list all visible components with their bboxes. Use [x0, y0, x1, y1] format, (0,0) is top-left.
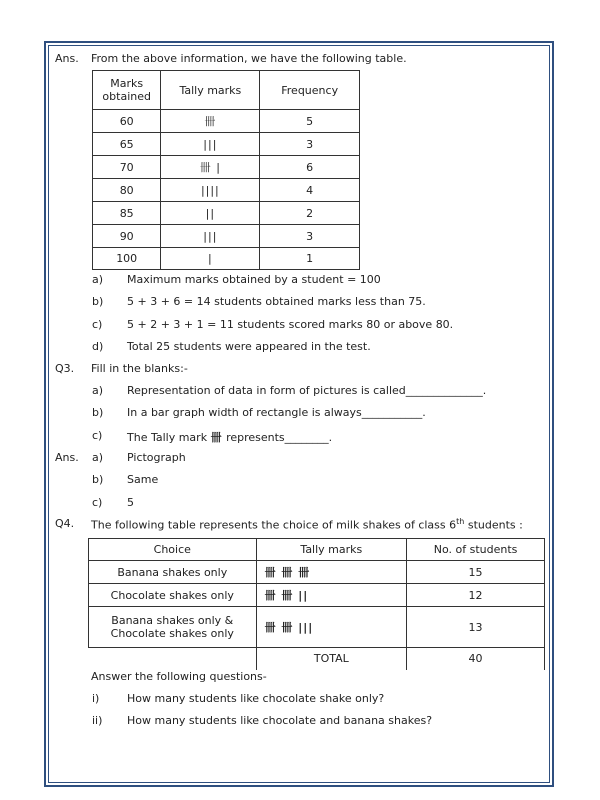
q4-title-sup: th — [456, 517, 465, 526]
count-cell: 15 — [407, 561, 545, 584]
questions-title: Answer the following questions- — [91, 670, 267, 683]
q4-title-post: students : — [464, 518, 523, 532]
table-row — [93, 156, 360, 179]
table-row — [93, 110, 360, 133]
frequency-cell: 6 — [260, 156, 360, 179]
table-row — [89, 561, 545, 584]
marks-cell: 70 — [93, 156, 161, 179]
ans3-label: Ans. — [55, 451, 79, 464]
ans3-item-text: Same — [127, 473, 159, 486]
answer-text: Maximum marks obtained by a student = 100 — [127, 273, 381, 286]
q3-item-text: In a bar graph width of rectangle is always___________. — [127, 406, 426, 419]
question-text: How many students like chocolate shake only? — [127, 692, 385, 705]
answer-text: 5 + 2 + 3 + 1 = 11 students scored marks 80 or above 80. — [127, 318, 454, 331]
choice-cell — [89, 607, 257, 648]
total-empty-cell — [89, 648, 257, 670]
header-marks-line1: Marks — [110, 77, 144, 90]
q3-item-label: a) — [92, 384, 104, 397]
total-row — [89, 648, 545, 670]
table-row — [93, 133, 360, 156]
question-label: ii) — [92, 714, 103, 727]
tally-cell: 卌 卌 卌 — [256, 561, 407, 584]
tally-cell: |||| — [161, 179, 260, 202]
count-cell: 12 — [407, 584, 545, 607]
marks-cell: 90 — [93, 225, 161, 248]
q3-item-label: c) — [92, 429, 103, 442]
frequency-cell: 5 — [260, 110, 360, 133]
header-tally: Tally marks — [161, 71, 260, 110]
frequency-cell: 2 — [260, 202, 360, 225]
tally-cell: || — [161, 202, 260, 225]
milkshake-table — [88, 538, 545, 670]
answer-text: 5 + 3 + 6 = 14 students obtained marks less than 75. — [127, 295, 426, 308]
q3-item-text: Representation of data in form of pictures is called______________. — [127, 384, 487, 397]
marks-table-header — [93, 71, 360, 110]
marks-cell: 85 — [93, 202, 161, 225]
marks-cell: 80 — [93, 179, 161, 202]
tally-cell: ||| — [161, 225, 260, 248]
choice-cell-line1: Banana shakes only & — [111, 614, 234, 627]
intro-text: From the above information, we have the following table. — [91, 52, 407, 65]
ans3-item-text: Pictograph — [127, 451, 186, 464]
marks-table — [92, 70, 360, 270]
q3-label: Q3. — [55, 362, 75, 375]
header-tally-marks: Tally marks — [256, 539, 407, 561]
total-label: TOTAL — [256, 648, 407, 670]
q3-item-text — [127, 429, 332, 445]
table-row — [93, 225, 360, 248]
frequency-cell: 4 — [260, 179, 360, 202]
q3-item-text-pre: The Tally mark — [127, 431, 208, 444]
tally-cell: 卌 卌 || — [256, 584, 407, 607]
ans3-item-label: a) — [92, 451, 104, 464]
header-choice: Choice — [89, 539, 257, 561]
answer-text: Total 25 students were appeared in the test. — [127, 340, 371, 353]
marks-cell: 100 — [93, 248, 161, 270]
header-marks-line2: obtained — [102, 90, 151, 103]
marks-cell: 65 — [93, 133, 161, 156]
frequency-cell: 3 — [260, 133, 360, 156]
answer-label: a) — [92, 273, 104, 286]
header-marks — [93, 71, 161, 110]
table-row — [89, 607, 545, 648]
header-frequency: Frequency — [260, 71, 360, 110]
tally-cell: 卌 | — [161, 156, 260, 179]
ans3-item-label: b) — [92, 473, 104, 486]
q3-item-text-post: represents________. — [226, 431, 333, 444]
choice-cell: Banana shakes only — [89, 561, 257, 584]
tally-five-icon: 卌 — [210, 431, 223, 444]
answer-label: d) — [92, 340, 104, 353]
q4-label: Q4. — [55, 517, 75, 530]
choice-cell-line2: Chocolate shakes only — [110, 627, 234, 640]
choice-cell: Chocolate shakes only — [89, 584, 257, 607]
frequency-cell: 3 — [260, 225, 360, 248]
total-value: 40 — [407, 648, 545, 670]
answer-label: b) — [92, 295, 104, 308]
tally-cell: 卌 卌 ||| — [256, 607, 407, 648]
ans-label: Ans. — [55, 52, 79, 65]
question-text: How many students like chocolate and banana shakes? — [127, 714, 433, 727]
q4-title — [91, 517, 523, 532]
frequency-cell: 1 — [260, 248, 360, 270]
milkshake-table-header — [89, 539, 545, 561]
tally-cell: ||| — [161, 133, 260, 156]
tally-cell: | — [161, 248, 260, 270]
marks-cell: 60 — [93, 110, 161, 133]
count-cell: 13 — [407, 607, 545, 648]
q4-title-pre: The following table represents the choice of milk shakes of class 6 — [91, 518, 457, 532]
table-row — [89, 584, 545, 607]
table-row — [93, 202, 360, 225]
answer-label: c) — [92, 318, 103, 331]
header-no-students: No. of students — [407, 539, 545, 561]
question-label: i) — [92, 692, 100, 705]
table-row — [93, 248, 360, 270]
table-row — [93, 179, 360, 202]
q3-item-label: b) — [92, 406, 104, 419]
tally-cell: 卌 — [161, 110, 260, 133]
q3-title: Fill in the blanks:- — [91, 362, 188, 375]
ans3-item-label: c) — [92, 496, 103, 509]
ans3-item-text: 5 — [127, 496, 134, 509]
